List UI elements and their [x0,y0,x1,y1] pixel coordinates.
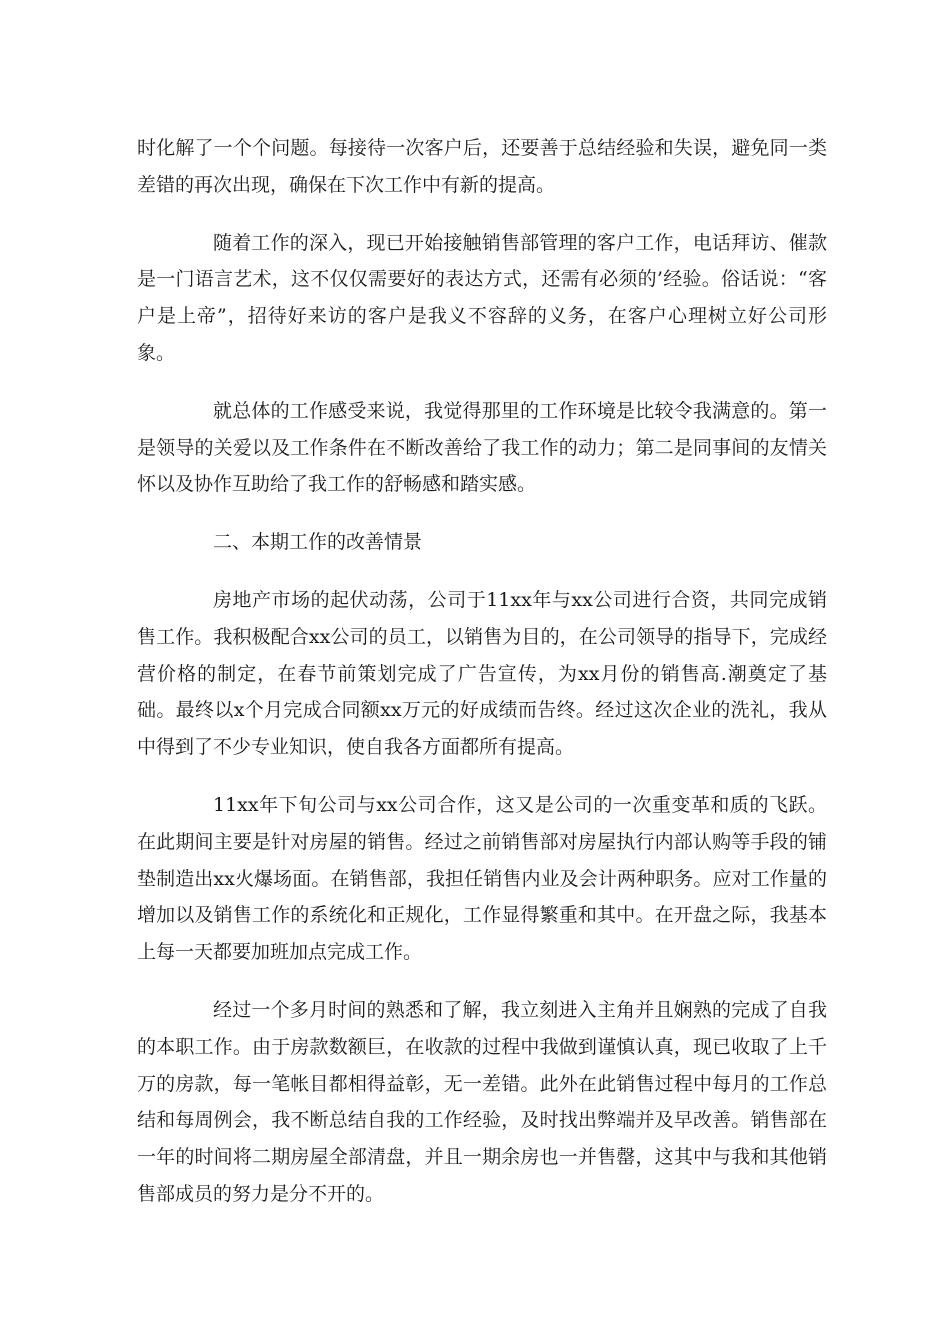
paragraph-continuation: 时化解了一个个问题。每接待一次客户后，还要善于总结经验和失误，避免同一类差错的再次出现，确保在下次工作中有新的提高。 [137,137,827,196]
paragraph-customer-work: 随着工作的深入，现已开始接触销售部管理的客户工作，电话拜访、催款是一门语言艺术，这不仅仅需要好的表达方式，还需有必须的’经验。俗话说：“客户是上帝”，招待好来访的客户是我义不容辞的义务，在客户心理树立好公司形象。 [137,231,827,364]
paragraph-work-feeling: 就总体的工作感受来说，我觉得那里的工作环境是比较令我满意的。第一是领导的关爱以及工作条件在不断改善给了我工作的动力；第二是同事间的友情关怀以及协作互助给了我工作的舒畅感和踏实感。 [137,399,827,496]
paragraph-cooperation: 11xx年下旬公司与xx公司合作，这又是公司的一次重变革和质的飞跃。在此期间主要是针对房屋的销售。经过之前销售部对房屋执行内部认购等手段的铺垫制造出xx火爆场面。在销售部，我担任销售内业及会计两种职务。应对工作量的增加以及销售工作的系统化和正规化，工作显得繁重和其中。在开盘之际，我基本上每一天都要加班加点完成工作。 [137,793,827,964]
paragraph-role-mastery: 经过一个多月时间的熟悉和了解，我立刻进入主角并且娴熟的完成了自我的本职工作。由于房款数额巨，在收款的过程中我做到谨慎认真，现已收取了上千万的房款，每一笔帐目都相得益彰，无一差错。此外在此销售过程中每月的工作总结和每周例会，我不断总结自我的工作经验，及时找出弊端并及早改善。销售部在一年的时间将二期房屋全部清盘，并且一期余房也一并售罄，这其中与我和其他销售部成员的努力是分不开的。 [137,998,827,1205]
paragraph-joint-venture: 房地产市场的起伏动荡，公司于11xx年与xx公司进行合资，共同完成销售工作。我积极配合xx公司的员工，以销售为目的，在公司领导的指导下，完成经营价格的制定，在春节前策划完成了广告宣传，为xx月份的销售高.潮奠定了基础。最终以x个月完成合同额xx万元的好成绩而告终。经过这次企业的洗礼，我从中得到了不少专业知识，使自我各方面都所有提高。 [137,588,827,759]
document-body [137,130,827,1234]
section-heading: 二、本期工作的改善情景 [213,531,423,554]
